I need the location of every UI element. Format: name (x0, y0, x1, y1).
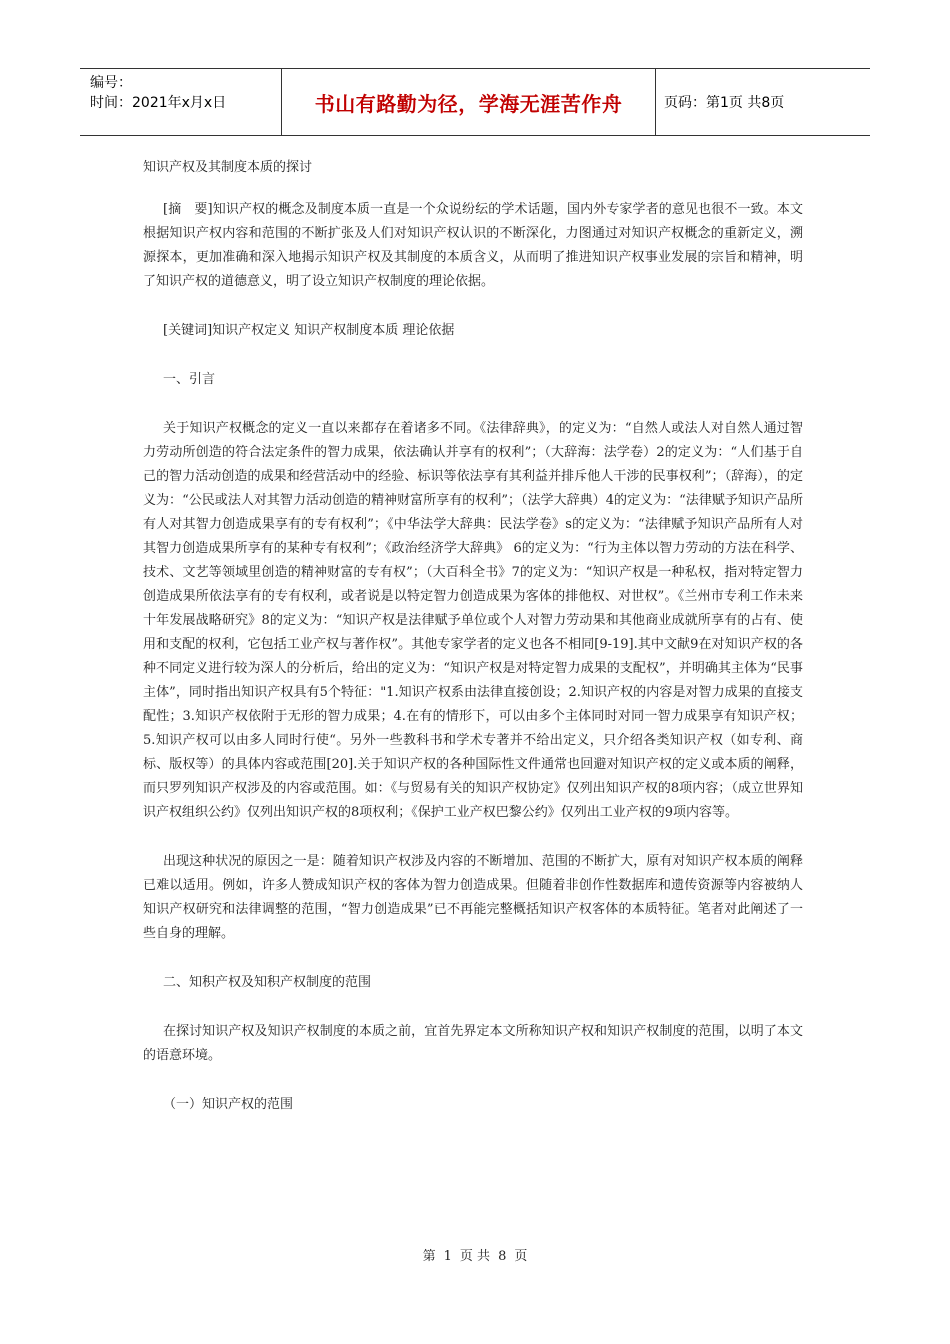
body-paragraph: 关于知识产权概念的定义一直以来都存在着诸多不同。《法律辞典》，的定义为：“自然人或法人对自然人通过智力劳动所创造的符合法定条件的智力成果，依法确认并享有的权利”；（大辞海：法学卷）2的定义为：“人们基于自己的智力活动创造的成果和经营活动中的经验、标识等依法享有其利益并排斥他人干涉的民事权利”；（辞海），的定义为：“公民或法人对其智力活动创造的精神财富所享有的权利”；（法学大辞典）4的定义为：“法律赋予知识产品所有人对其智力创造成果享有的专有权利”；《中华法学大辞典：民法学卷》s的定义为：“法律赋予知识产品所有人对其智力创造成果所享有的某种专有权利”；《政治经济学大辞典》 6的定义为：“行为主体以智力劳动的方法在科学、技术、文艺等领域里创造的精神财富的专有权”；（大百科全书》7的定义为：“知识产权是一种私权，指对特定智力创造成果所依法享有的专有权利，或者说是以特定智力创造成果为客体的排他权、对世权”。《兰州市专利工作未来十年发展战略研究》8的定义为：“知识产权是法律赋予单位或个人对智力劳动果和其他商业成就所享有的占有、使用和支配的权利，它包括工业产权与著作权”。其他专家学者的定义也各不相同[9-19].其中文献9在对知识产权的各种不同定义进行较为深人的分析后，给出的定义为：“知识产权是对特定智力成果的支配权”，并明确其主体为“民事主体”，同时指出知识产权具有5个特征："1.知识产权系由法律直接创设；2.知识产权的内容是对智力成果的直接支配性；3.知识产权依附于无形的智力成果；4.在有的情形下，可以由多个主体同时对同一智力成果享有知识产权；5.知识产权可以由多人同时行使“。另外一些教科书和学术专著并不给出定义，只介绍各类知识产权（如专利、商标、版权等）的具体内容或范围[20].关于知识产权的各种国际性文件通常也回避对知识产权的定义或本质的阐释，而只罗列知识产权涉及的内容或范围。如：《与贸易有关的知识产权协定》仅列出知识产权的8项内容；（成立世界知识产权组织公约》仅列出知识产权的8项权利；《保护工业产权巴黎公约》仅列出工业产权的9项内容等。 (143, 421, 803, 820)
section-heading-introduction: 一、引言 (163, 372, 216, 387)
header-page-info: 页码：第1页 共8页 (664, 95, 785, 111)
document-number-label: 编号： (90, 75, 132, 91)
abstract-paragraph: [摘 要]知识产权的概念及制度本质一直是一个众说纷纭的学术话题，国内外专家学者的意见也很不一致。本文根据知识产权内容和范围的不断扩张及人们对知识产权认识的不断深化，力图通过对知识产权概念的重新定义，溯源探本，更加准确和深入地揭示知识产权及其制度的本质含义，从而明了推进知识产权事业发展的宗旨和精神，明了知识产权的道德意义，明了设立知识产权制度的理论依据。 (143, 202, 803, 289)
footer-page-mid: 页 共 (459, 1249, 491, 1264)
document-body (143, 156, 803, 1142)
keywords-paragraph: [关键词]知识产权定义 知识产权制度本质 理论依据 (163, 323, 455, 338)
header-meta-cell (80, 69, 282, 135)
body-paragraph: 在探讨知识产权及知识产权制度的本质之前，宜首先界定本文所称知识产权和知识产权制度的范围，以明了本文的语意环境。 (143, 1024, 803, 1063)
footer-page-suffix: 页 (514, 1249, 528, 1264)
header-table (80, 68, 870, 136)
header-motto: 书山有路勤为径，学海无涯苦作舟 (282, 69, 656, 135)
body-paragraph: 出现这种状况的原因之一是：随着知识产权涉及内容的不断增加、范围的不断扩大，原有对知识产权本质的阐释已难以适用。例如，许多人赞成知识产权的客体为智力创造成果。但随着非创作性数据库和遗传资源等内容被纳人知识产权研究和法律调整的范围，“智力创造成果”已不再能完整概括知识产权客体的本质特征。笔者对此阐述了一些自身的理解。 (143, 854, 803, 941)
page-footer (0, 1245, 950, 1264)
document-title: 知识产权及其制度本质的探讨 (143, 160, 313, 175)
footer-page-prefix: 第 (422, 1249, 436, 1264)
footer-page-current: 1 (443, 1249, 452, 1264)
section-heading-scope: 二、知积产权及知积产权制度的范围 (163, 975, 372, 990)
document-time-label: 时间：2021年x月x日 (90, 95, 227, 111)
footer-page-total: 8 (498, 1249, 507, 1264)
subsection-heading-scope: （一）知识产权的范围 (163, 1097, 294, 1112)
